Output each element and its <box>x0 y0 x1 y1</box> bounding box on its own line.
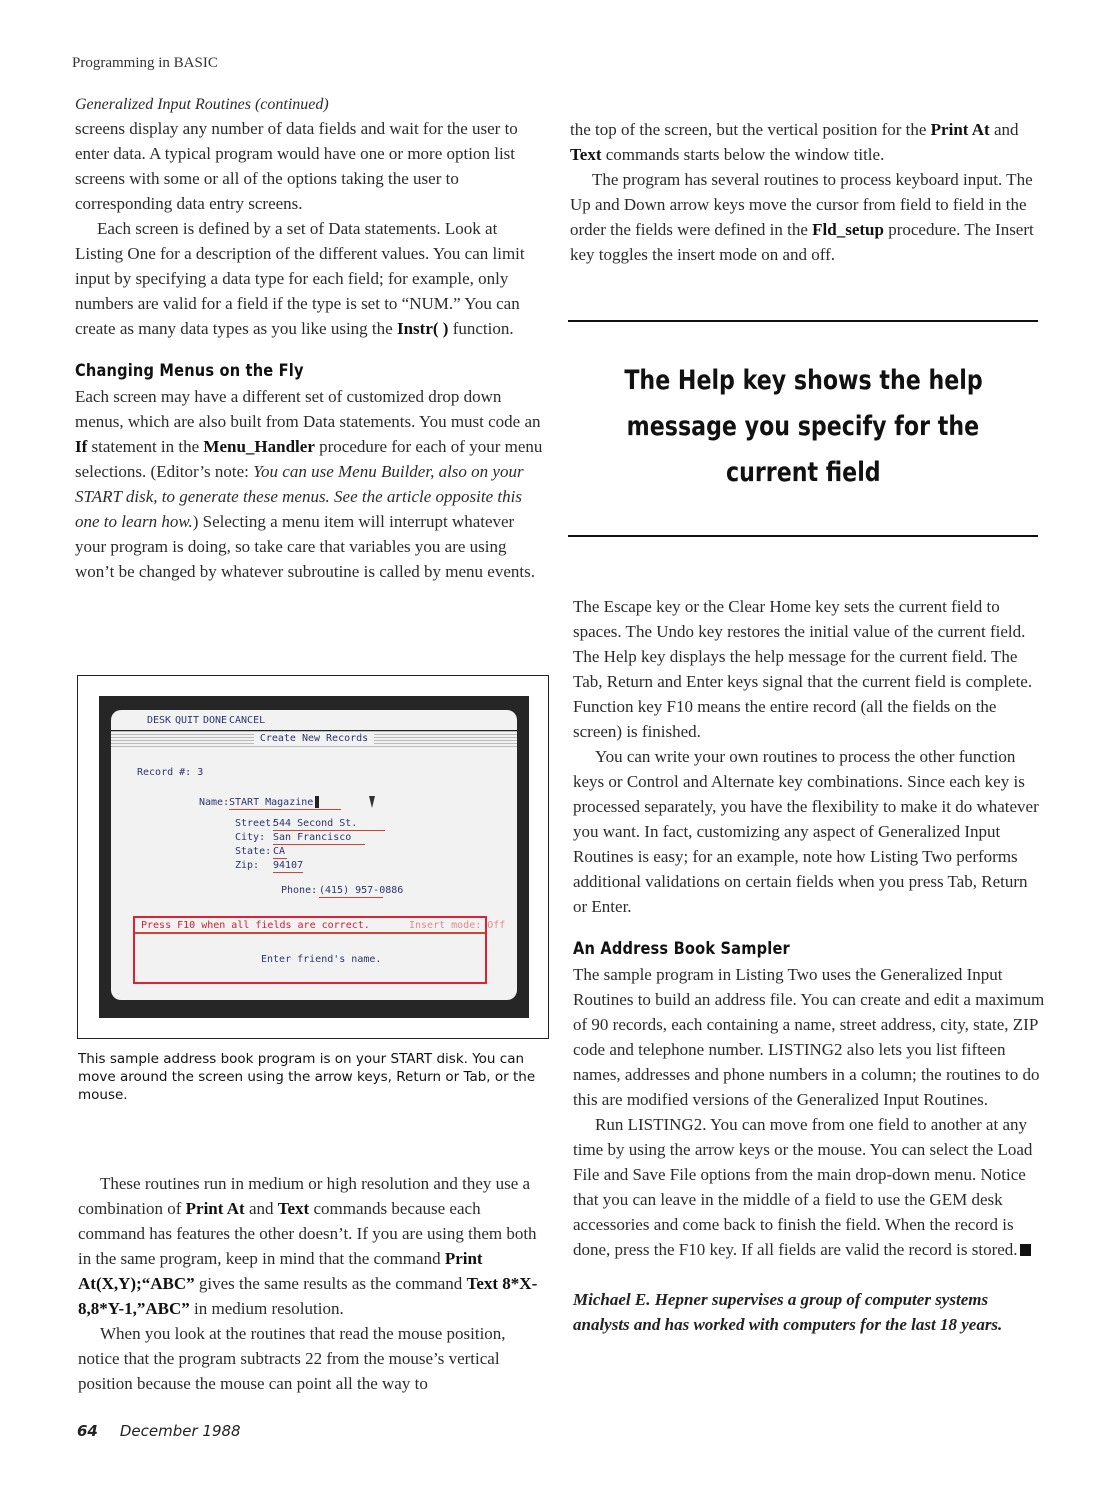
name-label: Name: <box>199 797 230 808</box>
issue-date: December 1988 <box>119 1422 241 1440</box>
menu-quit[interactable]: QUIT <box>175 715 200 726</box>
zip-underline <box>273 872 303 873</box>
running-head: Programming in BASIC <box>72 55 218 71</box>
mouse-pointer-icon <box>369 796 375 808</box>
paragraph: When you look at the routines that read the mouse position, notice that the program subtracts 22 from the mouse’s vertical position because the mouse can point all the way to <box>78 1324 506 1393</box>
pull-quote-line: The Help key shows the help <box>623 365 983 396</box>
pull-quote-rule-bottom <box>568 535 1038 537</box>
phone-field[interactable]: (415) 957-0886 <box>319 885 404 896</box>
screenshot-photo <box>99 696 529 1018</box>
paragraph: Run LISTING2. You can move from one field to another at any time by using the arrow keys or the mouse. You can select the Load File and Save File options from the main drop-down menu. Notice that you can leave in the middle of a field to use the GEM desk accessories and come back to finish the field. When the record is done, press the F10 key. If all fields are valid the record is stored. <box>573 1115 1033 1259</box>
window-title: Create New Records <box>254 733 374 744</box>
help-message: Enter friend's name. <box>261 954 382 965</box>
street-field[interactable]: 544 Second St. <box>273 818 358 829</box>
left-column-upper <box>75 94 545 584</box>
left-column-lower <box>78 1171 548 1396</box>
paragraph: The Escape key or the Clear Home key sets the current field to spaces. The Undo key restores the initial value of the current field. The Help key displays the help message for the current field. The Tab, Return and Enter keys signal that the current field is complete. Function key F10 means the entire record (all the fields on the screen) is finished. <box>573 597 1033 741</box>
paragraph: Each screen may have a different set of customized drop down menus, which are also built from Data statements. You must code an If statement in the Menu_Handler procedure for each of your menu selections. (Editor’s note: You can use Menu Builder, also on your START disk, to generate these menus. See the article opposite this one to learn how.) Selecting a menu item will interrupt whatever your program is doing, so take care that variables you are using won’t be changed by whatever subroutine is called by menu events. <box>75 387 543 581</box>
text-cursor <box>315 796 319 808</box>
menu-desk[interactable]: DESK <box>147 715 172 726</box>
folio <box>77 1422 241 1440</box>
paragraph: screens display any number of data fields and wait for the user to enter data. A typical program would have one or more option list screens with some or all of the options taking the user to corresponding data entry screens. <box>75 119 518 213</box>
page-number: 64 <box>77 1422 98 1440</box>
paragraph: The sample program in Listing Two uses the Generalized Input Routines to build an address file. You can create and edit a maximum of 90 records, each containing a name, street address, city, state, ZIP code and telephone number. LISTING2 also lets you list fifteen names, addresses and phone numbers in a column; the routines to do this are modified versions of the Generalized Input Routines. <box>573 965 1045 1109</box>
city-field[interactable]: San Francisco <box>273 832 352 843</box>
zip-label: Zip: <box>235 860 260 871</box>
pull-quote-rule-top <box>568 320 1038 322</box>
paragraph: These routines run in medium or high resolution and they use a combination of Print At and Text commands because each command has features the other doesn’t. If you are using them both in the same program, keep in mind that the command Print At(X,Y);“ABC” gives the same results as the command Text 8*X-8,8*Y-1,”ABC” in medium resolution. <box>78 1174 538 1318</box>
menu-done[interactable]: DONE <box>203 715 228 726</box>
status-divider <box>135 932 485 934</box>
phone-label: Phone: <box>281 885 318 896</box>
name-field[interactable]: START Magazine <box>229 797 314 808</box>
paragraph: The program has several routines to process keyboard input. The Up and Down arrow keys move the cursor from field to field in the order the fields were defined in the Fld_setup procedure. The Insert key toggles the insert mode on and off. <box>570 170 1034 264</box>
status-message: Press F10 when all fields are correct. <box>141 920 370 931</box>
paragraph: You can write your own routines to process the other function keys or Control and Alternate key combinations. Since each key is processed separately, you have the flexibility to make it do whatever you want. In fact, customizing any aspect of Generalized Input Routines is easy; for an example, note how Listing Two performs additional validations on certain fields when you press Tab, Return or Enter. <box>573 747 1039 916</box>
city-underline <box>273 844 365 845</box>
insert-mode-indicator: Insert mode: Off <box>409 920 506 931</box>
zip-field[interactable]: 94107 <box>273 860 304 871</box>
menu-bar <box>111 710 517 732</box>
window-title-bar <box>111 731 517 749</box>
end-mark-icon <box>1020 1244 1031 1256</box>
paragraph: the top of the screen, but the vertical position for the Print At and Text commands starts below the window title. <box>570 120 1019 164</box>
paragraph: Each screen is defined by a set of Data statements. Look at Listing One for a description of the different values. You can limit input by specifying a data type for each field; for example, only numbers are valid for a field if the type is set to “NUM.” You can create as many data types as you like using the Instr( ) function. <box>75 219 525 338</box>
name-underline <box>229 809 341 810</box>
subhead-address-book-sampler: An Address Book Sampler <box>573 939 790 959</box>
state-label: State: <box>235 846 272 857</box>
record-number: Record #: 3 <box>137 767 204 778</box>
state-field[interactable]: CA <box>273 846 286 857</box>
pull-quote <box>568 358 1038 496</box>
menu-cancel[interactable]: CANCEL <box>229 715 266 726</box>
phone-underline <box>319 897 383 898</box>
figure-caption: This sample address book program is on your START disk. You can move around the screen using the arrow keys, Return or Tab, or the mouse. <box>78 1051 536 1103</box>
street-label: Street: <box>235 818 278 829</box>
author-bio: Michael E. Hepner supervises a group of computer systems analysts and has worked with computers for the last 18 years. <box>573 1290 1003 1334</box>
pull-quote-line: current field <box>725 457 881 488</box>
subhead-changing-menus: Changing Menus on the Fly <box>75 361 304 381</box>
state-underline <box>273 858 287 859</box>
city-label: City: <box>235 832 266 843</box>
street-underline <box>273 830 385 831</box>
crt-screen <box>111 710 517 1000</box>
right-column-top <box>570 117 1040 267</box>
pull-quote-line: message you specify for the <box>626 411 980 442</box>
right-column-bottom <box>573 594 1045 1337</box>
section-title: Generalized Input Routines (continued) <box>75 96 329 113</box>
